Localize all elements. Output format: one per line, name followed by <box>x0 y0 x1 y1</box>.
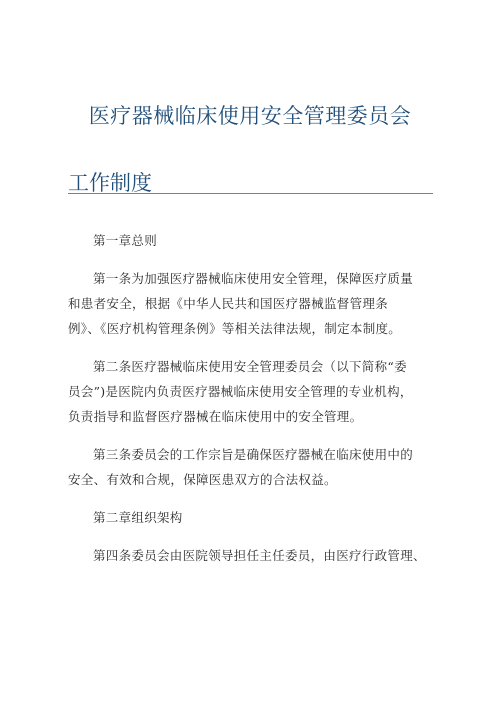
article4-paragraph <box>68 543 434 568</box>
article3-line2: 安全、有效和合规，保障医患双方的合法权益。 <box>68 472 337 487</box>
article3-line1: 第三条委员会的工作宗旨是确保医疗器械在临床使用中的 <box>93 447 414 462</box>
article2-line3: 负责指导和监督医疗器械在临床使用中的安全管理。 <box>68 409 363 424</box>
title-divider <box>68 193 433 194</box>
article1-line2: 和患者安全，根据《中华人民共和国医疗器械监督管理条 <box>68 296 389 311</box>
document-title-line2: 工作制度 <box>68 171 152 195</box>
article1-paragraph <box>68 266 434 341</box>
article4-line1: 第四条委员会由医院领导担任主任委员，由医疗行政管理、 <box>93 548 426 563</box>
article2-paragraph <box>68 354 434 429</box>
chapter1-heading: 第一章总则 <box>93 233 158 248</box>
document-title-line1: 医疗器械临床使用安全管理委员会 <box>88 104 412 128</box>
article3-paragraph <box>68 442 434 492</box>
article1-line1: 第一条为加强医疗器械临床使用安全管理，保障医疗质量 <box>93 271 414 286</box>
article1-line3: 例》、《医疗机构管理条例》等相关法律法规，制定本制度。 <box>68 321 402 336</box>
article2-line1: 第二条医疗器械临床使用安全管理委员会（以下简称“委 <box>93 359 407 374</box>
article2-line2: 员会”)是医院内负责医疗器械临床使用安全管理的专业机构， <box>68 384 413 399</box>
document-body <box>68 228 434 581</box>
chapter2-heading: 第二章组织架构 <box>93 510 183 525</box>
